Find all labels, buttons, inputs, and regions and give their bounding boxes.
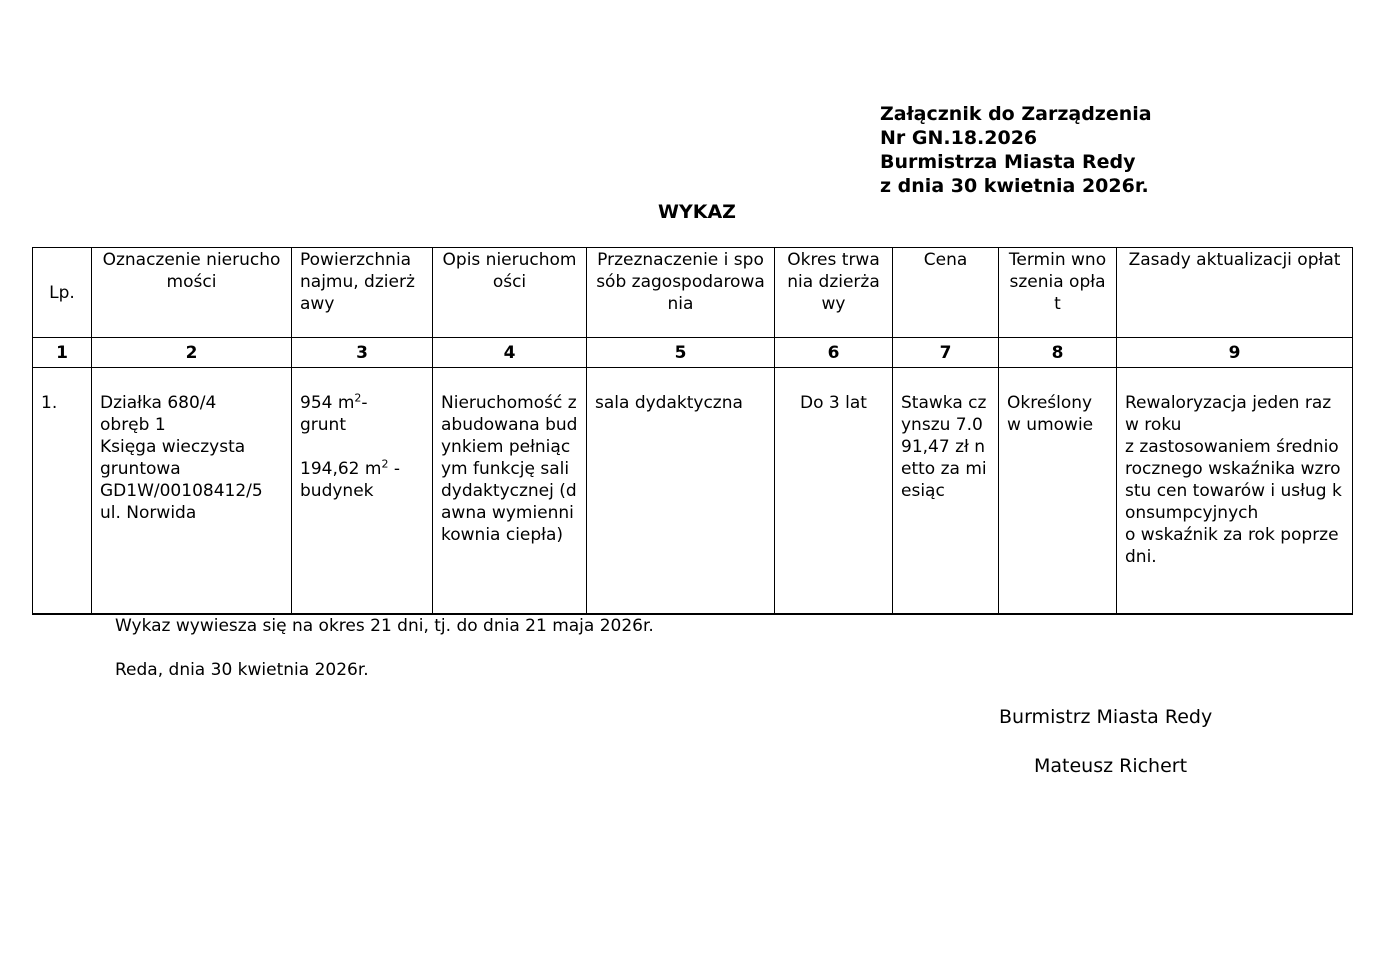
signatory-title: Burmistrz Miasta Redy: [999, 706, 1213, 728]
table-header-row: [33, 248, 1353, 338]
column-number: 1: [33, 338, 92, 368]
area-budynek-unit-exponent: 2: [381, 457, 389, 471]
area-budynek-dash: -: [388, 459, 400, 479]
oznaczenie-line: Działka 680/4: [100, 393, 217, 413]
cell-opis: Nieruchomość zabudowana budynkiem pełniącym funkcję sali dydaktycznej (dawna wymiennikownia ciepła): [433, 368, 587, 615]
signatory-name: Mateusz Richert: [1034, 755, 1188, 777]
area-grunt-label: grunt: [300, 415, 346, 435]
column-number: 8: [999, 338, 1117, 368]
area-grunt-dash: -: [361, 393, 368, 413]
column-header-zasady: Zasady aktualizacji opłat: [1117, 248, 1353, 338]
oznaczenie-line: Księga wieczysta: [100, 437, 246, 457]
cell-powierzchnia: [292, 368, 433, 615]
table-row: [33, 368, 1353, 615]
cell-oznaczenie: [92, 368, 292, 615]
column-header-okres: Okres trwania dzierżawy: [775, 248, 893, 338]
column-header-przeznaczenie: Przeznaczenie i sposób zagospodarowania: [587, 248, 775, 338]
column-header-oznaczenie: Oznaczenie nieruchomości: [92, 248, 292, 338]
cell-lp: 1.: [33, 368, 92, 615]
column-number: 9: [1117, 338, 1353, 368]
column-header-opis: Opis nieruchomości: [433, 248, 587, 338]
posting-period-note: Wykaz wywiesza się na okres 21 dni, tj. do dnia 21 maja 2026r.: [115, 616, 654, 636]
area-budynek-value: 194,62 m: [300, 459, 382, 479]
column-header-lp: Lp.: [33, 248, 92, 338]
column-number: 4: [433, 338, 587, 368]
column-header-termin: Termin wnoszenia opłat: [999, 248, 1117, 338]
annex-header-line: z dnia 30 kwietnia 2026r.: [880, 175, 1149, 197]
annex-header-line: Burmistrza Miasta Redy: [880, 151, 1136, 173]
column-number: 2: [92, 338, 292, 368]
cell-przeznaczenie: sala dydaktyczna: [587, 368, 775, 615]
area-budynek: [300, 458, 424, 480]
oznaczenie-line: GD1W/00108412/5: [100, 481, 263, 501]
area-grunt: [300, 392, 424, 414]
column-header-powierzchnia: Powierzchnia najmu, dzierżawy: [292, 248, 433, 338]
column-number-row: [33, 338, 1353, 368]
annex-header-line: Załącznik do Zarządzenia: [880, 103, 1152, 125]
cell-okres: Do 3 lat: [775, 368, 893, 615]
oznaczenie-line: gruntowa: [100, 459, 181, 479]
annex-header: [880, 102, 1152, 198]
area-budynek-label: budynek: [300, 481, 374, 501]
oznaczenie-line: obręb 1: [100, 415, 166, 435]
place-date-note: Reda, dnia 30 kwietnia 2026r.: [115, 660, 369, 680]
cell-termin: Określony w umowie: [999, 368, 1117, 615]
column-number: 5: [587, 338, 775, 368]
annex-header-line: Nr GN.18.2026: [880, 127, 1038, 149]
cell-cena: Stawka czynszu 7.091,47 zł netto za miesiąc: [893, 368, 999, 615]
column-number: 6: [775, 338, 893, 368]
column-number: 3: [292, 338, 433, 368]
oznaczenie-line: ul. Norwida: [100, 503, 197, 523]
area-grunt-unit-exponent: 2: [354, 391, 362, 405]
column-header-cena: Cena: [893, 248, 999, 338]
column-number: 7: [893, 338, 999, 368]
area-grunt-value: 954 m: [300, 393, 355, 413]
cell-zasady: Rewaloryzacja jeden raz w roku z zastosowaniem średniorocznego wskaźnika wzrostu cen towarów i usług konsumpcyjnych o wskaźnik za rok poprzedni.: [1117, 368, 1353, 615]
document-title: WYKAZ: [658, 201, 736, 223]
property-list-table: [32, 247, 1353, 615]
